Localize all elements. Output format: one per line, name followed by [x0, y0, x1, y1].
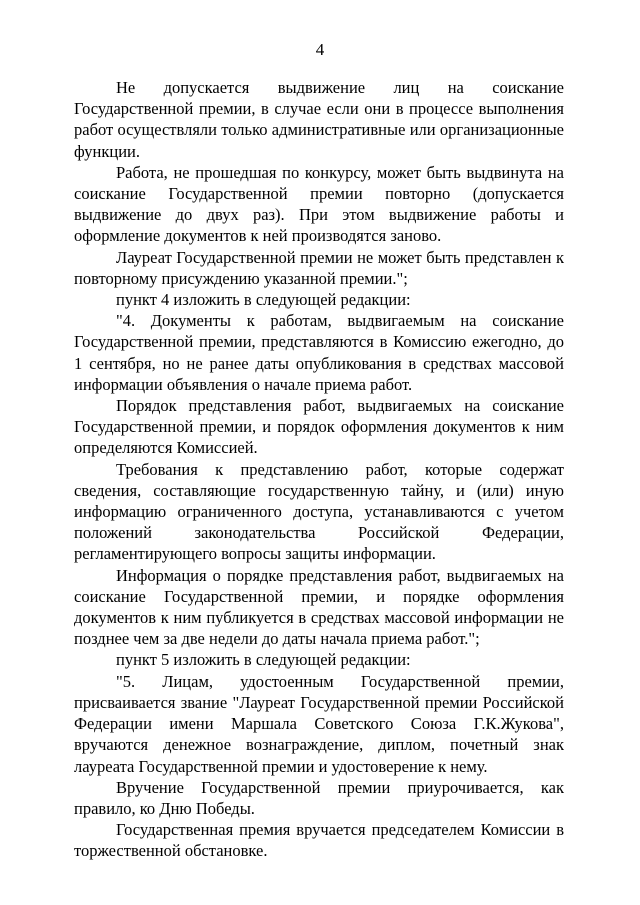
- paragraph-laureate-restriction: Лауреат Государственной премии не может быть представлен к повторному присуждению указанной премии.";: [74, 247, 564, 288]
- paragraph-repeat-nomination: Работа, не прошедшая по конкурсу, может быть выдвинута на соискание Государственной премии повторно (допускается выдвижение до двух раз). При этом выдвижение работы и оформление документов к ней производятся заново.: [74, 162, 564, 246]
- paragraph-point-4-documents: "4. Документы к работам, выдвигаемым на соискание Государственной премии, представляются в Комиссию ежегодно, до 1 сентября, но не ранее даты опубликования в средствах массовой информации объявления о начале приема работ.: [74, 311, 564, 394]
- paragraph-victory-day: Вручение Государственной премии приурочивается, как правило, ко Дню Победы.: [74, 777, 564, 818]
- paragraph-presentation: Государственная премия вручается председателем Комиссии в торжественной обстановке.: [74, 820, 564, 861]
- paragraph-submission-procedure: Порядок представления работ, выдвигаемых на соискание Государственной премии, и порядок оформления документов к ним определяются Комиссией.: [74, 396, 564, 458]
- paragraph-point-4-intro: пункт 4 изложить в следующей редакции:: [116, 290, 411, 310]
- paragraph-publication-info: Информация о порядке представления работ, выдвигаемых на соискание Государственной премии, и порядке оформления документов к ним публикуется в средствах массовой информации не позднее чем за две недели до даты начала приема работ.";: [74, 565, 564, 649]
- page-number: 4: [315, 40, 325, 59]
- paragraph-point-5-awards: "5. Лицам, удостоенным Государственной премии, присваивается звание "Лауреат Государственной премии Российской Федерации имени Маршала Советского Союза Г.К.Жукова", вручаются денежное вознаграждение, диплом, почетный знак лауреата Государственной премии и удостоверение к нему.: [74, 671, 564, 776]
- document-body: [74, 77, 564, 862]
- paragraph-point-5-intro: пункт 5 изложить в следующей редакции:: [116, 650, 411, 670]
- paragraph-classified-requirements: Требования к представлению работ, которые содержат сведения, составляющие государственную тайну, и (или) иную информацию ограниченного доступа, устанавливаются с учетом положений законодательства Российской Федерации, регламентирующего вопросы защиты информации.: [74, 459, 564, 564]
- paragraph-nomination-restriction: Не допускается выдвижение лиц на соискание Государственной премии, в случае если они в процессе выполнения работ осуществляли только административные или организационные функции.: [74, 78, 564, 161]
